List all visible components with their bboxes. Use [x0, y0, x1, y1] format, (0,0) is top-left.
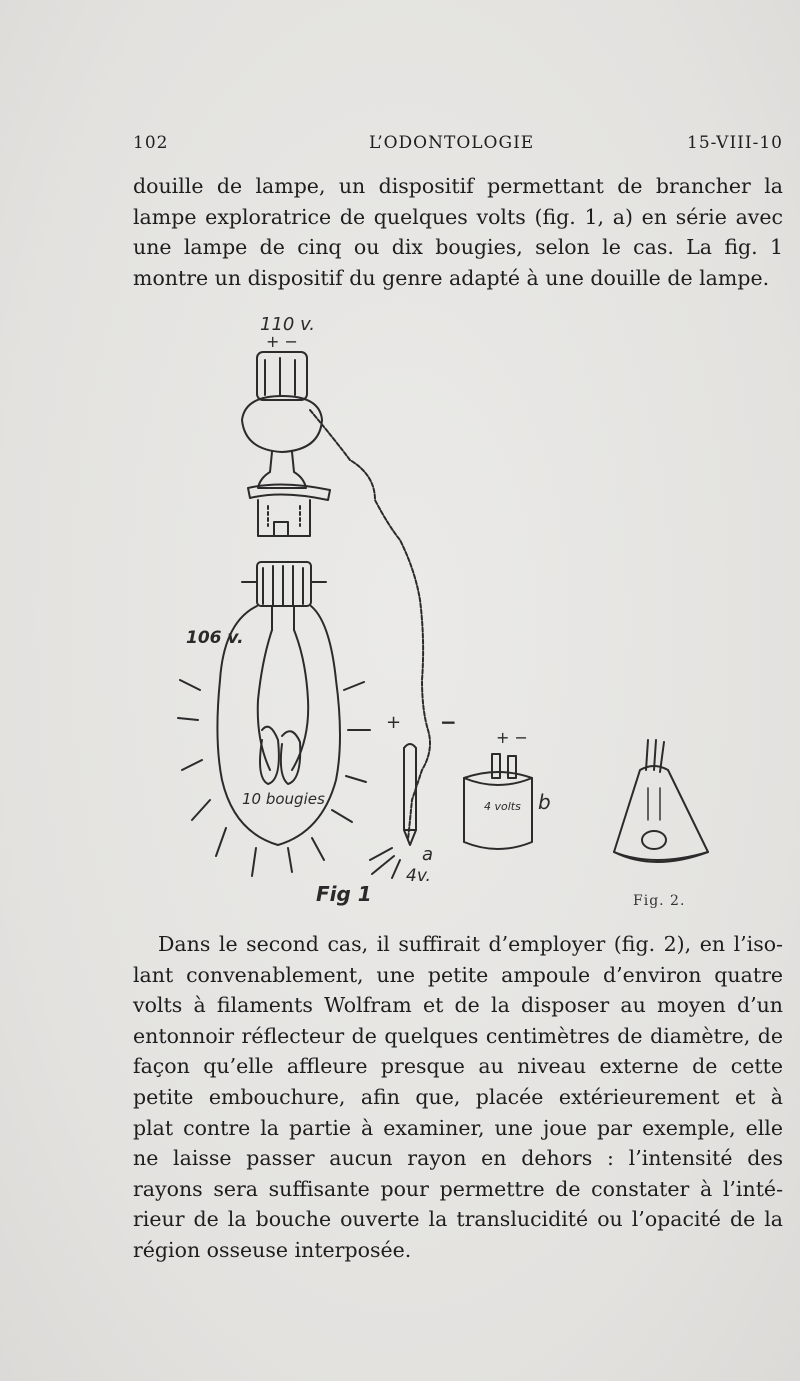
- paragraph-line: petite embouchure, afin que, placée extérieurement et à: [133, 1084, 783, 1109]
- label-110v: 110 v.: [260, 314, 315, 335]
- label-plus: +: [386, 712, 402, 733]
- paragraph-line: douille de lampe, un dispositif permettant de brancher la: [133, 174, 783, 198]
- pencil-lamp-drawing: [370, 744, 416, 878]
- paragraph-line: rieur de la bouche ouverte la translucidité ou l’opacité de la: [133, 1207, 783, 1232]
- paragraph-line: plat contre la partie à examiner, une joue par exemple, elle: [133, 1115, 783, 1140]
- paragraph-line: lant convenablement, une petite ampoule d’environ quatre: [133, 962, 783, 987]
- label-a: a: [422, 844, 434, 865]
- running-head: [133, 133, 783, 159]
- label-4v: 4v.: [406, 866, 431, 886]
- page-number: 102: [133, 133, 169, 153]
- cable-wire: [310, 410, 430, 840]
- paragraph-line: façon qu’elle affleure presque au niveau externe de cette: [133, 1054, 783, 1079]
- paragraph-line: montre un dispositif du genre adapté à une douille de lampe.: [133, 265, 770, 290]
- paragraph-line: entonnoir réflecteur de quelques centimètres de diamètre, de: [133, 1023, 783, 1048]
- figure-illustration: [160, 300, 720, 920]
- figure-2-caption: Fig. 2.: [633, 893, 686, 909]
- paragraph-line: Dans le second cas, il suffirait d’employer (fig. 2), en l’iso-: [158, 932, 783, 956]
- bottom-paragraph: [133, 929, 783, 1266]
- paragraph-line: région osseuse interposée.: [133, 1237, 412, 1262]
- label-minus: −: [440, 710, 457, 734]
- journal-title: L’ODONTOLOGIE: [369, 133, 535, 153]
- paragraph-line: rayons sera suffisante pour permettre de constater à l’inté-: [133, 1176, 783, 1201]
- bulb-drawing: [178, 562, 370, 876]
- lamp-drawing: [160, 300, 720, 920]
- paragraph-line: ne laisse passer aucun rayon en dehors : l’intensité des: [133, 1146, 783, 1171]
- funnel-reflector-drawing: [614, 740, 708, 862]
- label-106v: 106 v.: [186, 628, 244, 648]
- label-plus-minus-top: + −: [266, 332, 298, 351]
- paragraph-line: lampe exploratrice de quelques volts (fig. 1, a) en série avec: [133, 204, 783, 229]
- paragraph-line: une lampe de cinq ou dix bougies, selon le cas. La fig. 1: [133, 235, 783, 260]
- label-battery: 4 volts: [484, 800, 521, 813]
- socket-plug-drawing: [242, 352, 330, 536]
- label-fig-1: Fig 1: [316, 882, 372, 906]
- top-paragraph: [133, 171, 783, 293]
- paragraph-line: volts à filaments Wolfram et de la disposer au moyen d’un: [133, 993, 783, 1018]
- issue-date: 15-VIII-10: [687, 133, 783, 153]
- label-b: b: [538, 790, 551, 814]
- label-10-bougies: 10 bougies: [242, 790, 325, 808]
- battery-plus-minus: + −: [496, 728, 528, 747]
